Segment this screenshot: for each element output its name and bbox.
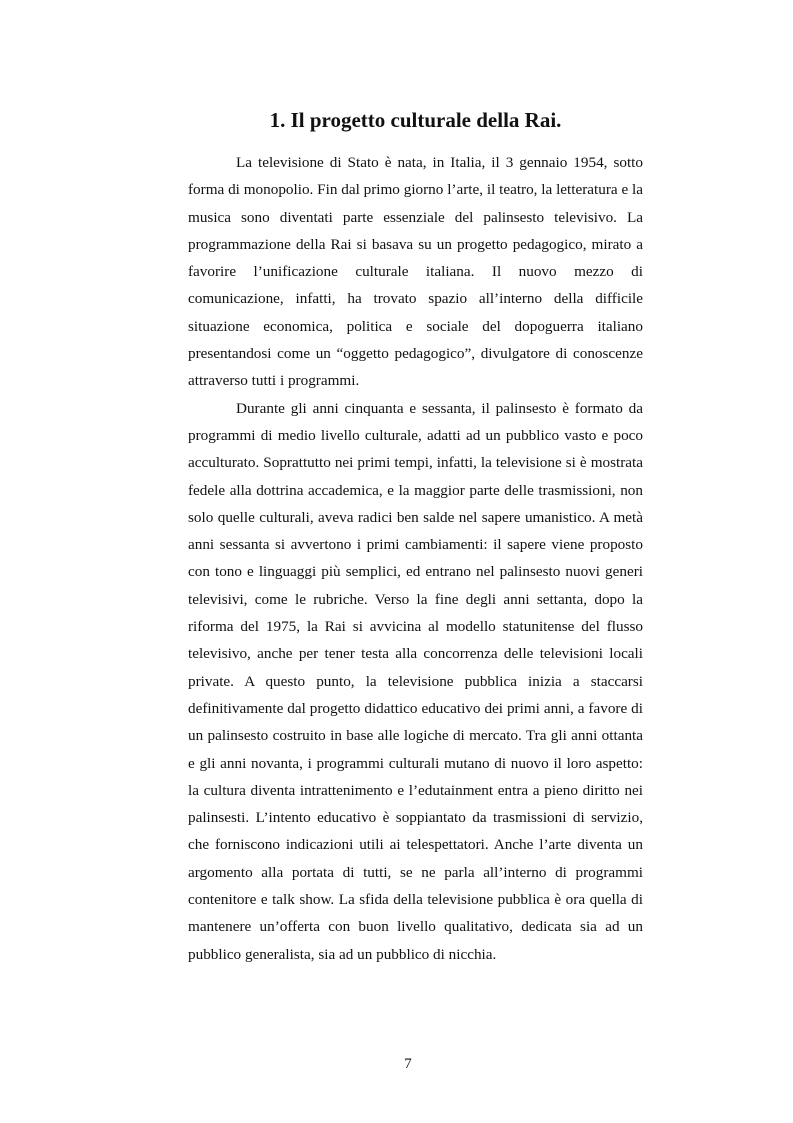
chapter-title: 1. Il progetto culturale della Rai. [269, 108, 562, 132]
paragraph-2: Durante gli anni cinquanta e sessanta, il palinsesto è formato da programmi di medio livello culturale, adatti ad un pubblico vasto e poco acculturato. Soprattutto nei primi tempi, infatti, la televisione si è mostrata fedele alla dottrina accademica, e la maggior parte delle trasmissioni, non solo quelle culturali, aveva radici ben salde nel sapere umanistico. A metà anni sessanta si avvertono i primi cambiamenti: il sapere viene proposto con tono e linguaggi più semplici, ed entrano nel palinsesto nuovi generi televisivi, come le rubriche. Verso la fine degli anni settanta, dopo la riforma del 1975, la Rai si avvicina al modello statunitense del flusso televisivo, anche per tener testa alla concorrenza delle televisioni locali private. A questo punto, la televisione pubblica inizia a staccarsi definitivamente dal progetto didattico educativo dei primi anni, a favore di un palinsesto costruito in base alle logiche di mercato. Tra gli anni ottanta e gli anni novanta, i programmi culturali mutano di nuovo il loro aspetto: la cultura diventa intrattenimento e l’edutainment entra a pieno diritto nei palinsesti. L’intento educativo è soppiantato da trasmissioni di servizio, che forniscono indicazioni utili ai telespettatori. Anche l’arte diventa un argomento alla portata di tutti, se ne parla all’interno di programmi contenitore e talk show. La sfida della televisione pubblica è ora quella di mantenere un’offerta con buon livello qualitativo, dedicata sia ad un pubblico generalista, sia ad un pubblico di nicchia. [188, 399, 643, 963]
body-text [188, 149, 643, 968]
paragraph-1: La televisione di Stato è nata, in Italia, il 3 gennaio 1954, sotto forma di monopolio. Fin dal primo giorno l’arte, il teatro, la letteratura e la musica sono diventati parte essenziale del palinsesto televisivo. La programmazione della Rai si basava su un progetto pedagogico, mirato a favorire l’unificazione culturale italiana. Il nuovo mezzo di comunicazione, infatti, ha trovato spazio all’interno della difficile situazione economica, politica e sociale del dopoguerra italiano presentandosi come un “oggetto pedagogico”, divulgatore di conoscenze attraverso tutti i programmi. [188, 154, 643, 390]
page-number: 7 [404, 1056, 412, 1072]
